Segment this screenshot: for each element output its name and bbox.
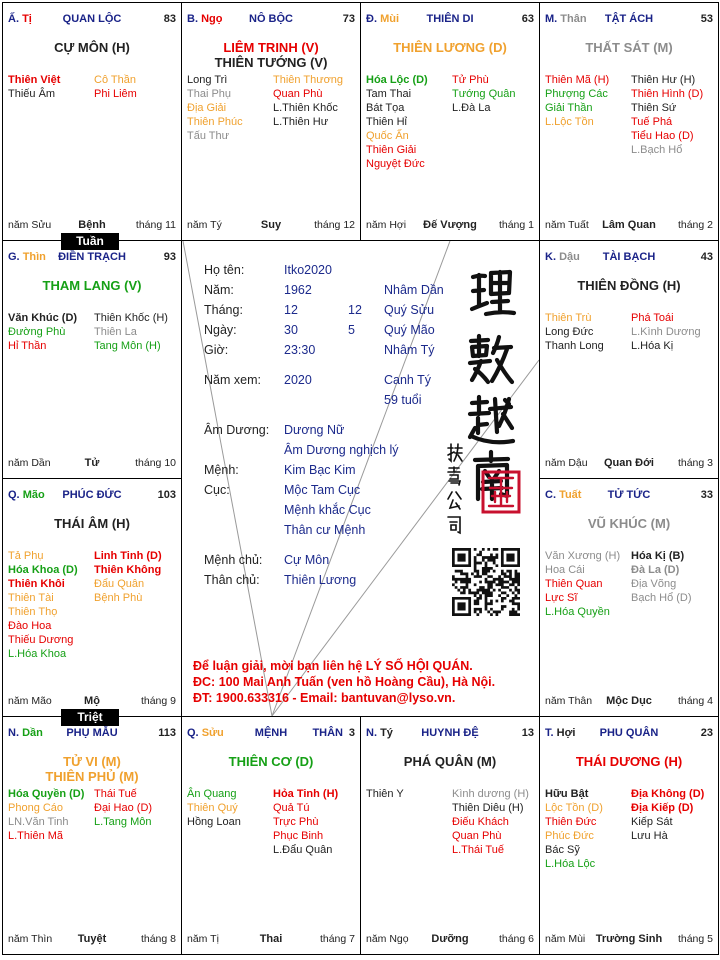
calligraphy-char-4 bbox=[475, 452, 508, 499]
minor-star: Bạch Hổ (D) bbox=[631, 592, 692, 604]
minor-star: Thiên Thương bbox=[273, 74, 344, 86]
minor-star: Hữu Bật bbox=[545, 788, 589, 800]
palace-year: năm Mùi bbox=[545, 933, 586, 945]
minor-star: Phong Cáo bbox=[8, 802, 64, 814]
minor-star: L.Thiên Hư bbox=[273, 116, 329, 128]
minor-star: Tiểu Hao (D) bbox=[631, 130, 694, 142]
minor-star: Tang Môn (H) bbox=[94, 340, 161, 352]
palace-month: tháng 1 bbox=[498, 219, 534, 231]
palace-month: tháng 10 bbox=[135, 457, 176, 469]
minor-star: Hóa Khoa (D) bbox=[8, 564, 78, 576]
minor-star: Đà La (D) bbox=[631, 564, 680, 576]
minor-star: Văn Khúc (D) bbox=[8, 312, 78, 324]
red-seal-stamp bbox=[483, 472, 519, 512]
amduong-value: Dương Nữ bbox=[284, 423, 345, 437]
calligraphy-char-2 bbox=[470, 336, 512, 382]
palace-age: 33 bbox=[700, 489, 713, 501]
minor-star: Quan Phù bbox=[273, 88, 323, 100]
minor-star: Thiếu Âm bbox=[8, 88, 56, 100]
view-year-value: 2020 bbox=[284, 373, 312, 387]
minor-star: Long Đức bbox=[545, 326, 594, 338]
heavenly-stem: G. bbox=[8, 251, 20, 263]
minor-star: Ân Quang bbox=[187, 788, 237, 800]
palace-cell bbox=[539, 240, 719, 479]
minor-star: Thiên Giải bbox=[366, 144, 417, 156]
menh-label: Mệnh: bbox=[204, 463, 239, 477]
age-value: 59 tuổi bbox=[384, 393, 422, 407]
main-star: THIÊN ĐỒNG (H) bbox=[577, 278, 681, 293]
minor-stars-right bbox=[273, 73, 343, 129]
palace-name: TÀI BẠCH bbox=[602, 251, 656, 263]
palace-month: tháng 4 bbox=[677, 695, 713, 707]
minor-star: Lưu Hà bbox=[631, 830, 668, 842]
palace-age: 113 bbox=[158, 727, 176, 739]
minor-star: Thiên Không bbox=[94, 564, 162, 576]
main-star: THÁI DƯƠNG (H) bbox=[575, 754, 683, 769]
minor-stars-left bbox=[8, 787, 84, 843]
minor-stars-left bbox=[187, 787, 241, 829]
earthly-branch: Sửu bbox=[201, 727, 224, 739]
palace-age: 73 bbox=[342, 13, 355, 25]
minor-star: Nguyệt Đức bbox=[366, 158, 425, 170]
month-lunar: 12 bbox=[348, 303, 362, 317]
minor-star: Hóa Kị (B) bbox=[631, 550, 685, 562]
minor-star: Văn Xương (H) bbox=[545, 550, 621, 562]
earthly-branch: Dần bbox=[22, 727, 43, 739]
palace-body-marker: THÂN bbox=[312, 727, 343, 739]
palace-cell bbox=[2, 478, 182, 717]
minor-star: L.Thiên Mã bbox=[8, 830, 64, 842]
day-label: Ngày: bbox=[204, 323, 237, 337]
minor-star: Lực Sĩ bbox=[545, 592, 578, 604]
palace-cell bbox=[181, 716, 361, 955]
palace-month: tháng 8 bbox=[140, 933, 176, 945]
life-stage: Tuyệt bbox=[77, 933, 107, 945]
heavenly-stem: Q. bbox=[8, 489, 20, 501]
heavenly-stem: T. bbox=[545, 727, 554, 739]
minor-star: Địa Võng bbox=[631, 578, 677, 590]
minor-stars-right bbox=[273, 787, 338, 857]
hour-value: 23:30 bbox=[284, 343, 316, 357]
earthly-branch: Dậu bbox=[559, 251, 580, 263]
life-stage: Đế Vượng bbox=[423, 219, 477, 231]
hour-canchi: Nhâm Tý bbox=[384, 343, 435, 357]
palace-name: NÔ BỘC bbox=[249, 13, 293, 25]
year-solar: 1962 bbox=[284, 283, 312, 297]
name-label: Họ tên: bbox=[204, 263, 245, 277]
palace-name: MỆNH bbox=[254, 727, 288, 739]
minor-star: Hồng Loan bbox=[187, 816, 241, 828]
palace-year: năm Tý bbox=[187, 219, 222, 231]
palace-cell bbox=[2, 240, 182, 479]
minor-star: Long Trì bbox=[187, 74, 228, 86]
palace-year: năm Ngọ bbox=[366, 933, 409, 945]
life-stage: Trường Sinh bbox=[595, 933, 663, 945]
minor-star: Thiên Đức bbox=[545, 816, 597, 828]
minor-stars-left bbox=[545, 311, 604, 353]
minor-star: Quả Tú bbox=[273, 802, 310, 814]
minor-star: Thái Tuế bbox=[94, 788, 137, 800]
minor-star: Kiếp Sát bbox=[631, 816, 673, 828]
minor-stars-right bbox=[94, 311, 168, 353]
palace-month: tháng 11 bbox=[135, 219, 176, 231]
palace-year: năm Mão bbox=[8, 695, 52, 707]
minor-star: L.Bạch Hổ bbox=[631, 144, 683, 156]
minor-star: Trực Phù bbox=[273, 816, 319, 828]
heavenly-stem: C. bbox=[545, 489, 556, 501]
main-star: VŨ KHÚC (M) bbox=[587, 516, 671, 531]
life-stage: Lâm Quan bbox=[602, 219, 656, 231]
heavenly-stem: N. bbox=[8, 727, 19, 739]
palace-year: năm Dậu bbox=[545, 457, 588, 469]
main-star: CỰ MÔN (H) bbox=[54, 40, 130, 55]
palace-name: THIÊN DI bbox=[426, 13, 474, 25]
life-stage: Suy bbox=[260, 219, 282, 231]
name-value: Itko2020 bbox=[284, 263, 332, 277]
month-solar: 12 bbox=[284, 303, 298, 317]
heavenly-stem: Q. bbox=[187, 727, 199, 739]
palace-age: 53 bbox=[700, 13, 713, 25]
life-stage: Bệnh bbox=[78, 219, 106, 231]
palace-cell bbox=[2, 2, 182, 241]
palace-year: năm Thân bbox=[545, 695, 593, 707]
day-solar: 30 bbox=[284, 323, 298, 337]
heavenly-stem: Ấ. bbox=[8, 13, 19, 25]
minor-star: L.Thiên Khốc bbox=[273, 102, 338, 114]
minor-star: Phá Toái bbox=[631, 312, 674, 324]
minor-star: L.Kình Dương bbox=[631, 326, 701, 338]
minor-star: Phục Binh bbox=[273, 830, 324, 842]
minor-star: Tử Phù bbox=[452, 74, 489, 86]
earthly-branch: Mùi bbox=[380, 13, 400, 25]
minor-star: Thiên Phúc bbox=[187, 116, 243, 128]
palace-cell bbox=[539, 716, 719, 955]
minor-star: Bác Sỹ bbox=[545, 844, 580, 856]
minor-star: Quan Phù bbox=[452, 830, 502, 842]
minor-star: Lộc Tồn (D) bbox=[545, 802, 603, 814]
cuc-note-1: Mệnh khắc Cục bbox=[284, 503, 371, 517]
minor-star: Địa Giải bbox=[187, 102, 227, 114]
minor-star: Linh Tinh (D) bbox=[94, 550, 162, 562]
palace-name: TẬT ÁCH bbox=[604, 13, 654, 25]
palace-cell bbox=[181, 2, 361, 241]
qr-code bbox=[452, 548, 520, 616]
minor-star: Thiên Sứ bbox=[631, 102, 677, 114]
minor-star: Thai Phụ bbox=[187, 88, 232, 100]
palace-name: QUAN LỘC bbox=[62, 13, 122, 25]
minor-star: Đẩu Quân bbox=[94, 578, 145, 590]
minor-stars-right bbox=[631, 787, 704, 843]
minor-star: Thiên Mã (H) bbox=[545, 74, 610, 86]
palace-name: TỬ TỨC bbox=[607, 489, 651, 501]
tuan-marker: Tuần bbox=[61, 233, 119, 250]
view-year-canchi: Canh Tý bbox=[384, 373, 432, 387]
palace-age: 13 bbox=[521, 727, 534, 739]
minor-stars-right bbox=[631, 311, 701, 353]
palace-year: năm Thìn bbox=[8, 933, 53, 945]
palace-cell bbox=[539, 2, 719, 241]
minor-stars-left bbox=[366, 73, 428, 171]
palace-year: năm Sửu bbox=[8, 219, 52, 231]
year-label: Năm: bbox=[204, 283, 234, 297]
minor-star: Bát Tọa bbox=[366, 102, 405, 114]
cuc-note-2: Thân cư Mệnh bbox=[284, 523, 366, 537]
palace-age: 93 bbox=[163, 251, 176, 263]
minor-star: Thiên Tài bbox=[8, 592, 54, 604]
life-stage: Tử bbox=[84, 457, 100, 469]
hour-label: Giờ: bbox=[204, 343, 229, 357]
cuc-label: Cục: bbox=[204, 483, 230, 497]
minor-star: Thiên Hư (H) bbox=[631, 74, 696, 86]
main-star: THIÊN LƯƠNG (D) bbox=[393, 40, 507, 55]
palace-age: 3 bbox=[348, 727, 355, 739]
minor-star: Thiên Hình (D) bbox=[631, 88, 704, 100]
minor-star: L.Đẩu Quân bbox=[273, 844, 333, 856]
amduong-label: Âm Dương: bbox=[204, 423, 270, 437]
minor-stars-left bbox=[545, 73, 609, 129]
heavenly-stem: M. bbox=[545, 13, 558, 25]
day-canchi: Quý Mão bbox=[384, 323, 435, 337]
palace-name: PHỤ MẪU bbox=[66, 727, 118, 739]
than-chu-label: Thân chủ: bbox=[204, 573, 260, 587]
minor-star: Tuế Phá bbox=[631, 116, 673, 128]
minor-star: Thiên Quý bbox=[187, 802, 238, 814]
minor-star: Điếu Khách bbox=[452, 816, 509, 828]
contact-line-1: Để luận giải, mời bạn liên hệ LÝ SỐ HỘI QUÁN. bbox=[193, 659, 473, 673]
minor-star: Tấu Thư bbox=[187, 130, 230, 142]
palace-name: HUYNH ĐỆ bbox=[421, 727, 479, 739]
palace-month: tháng 2 bbox=[677, 219, 713, 231]
palace-age: 83 bbox=[163, 13, 176, 25]
minor-star: L.Hóa Quyền bbox=[545, 606, 610, 618]
main-star: THẤT SÁT (M) bbox=[585, 40, 673, 55]
calligraphy-char-3 bbox=[470, 397, 513, 442]
palace-name: ĐIỀN TRẠCH bbox=[58, 251, 126, 263]
palace-age: 23 bbox=[700, 727, 713, 739]
day-lunar: 5 bbox=[348, 323, 355, 337]
minor-star: L.Hóa Lộc bbox=[545, 858, 596, 870]
minor-stars-right bbox=[94, 73, 137, 101]
palace-cell bbox=[539, 478, 719, 717]
minor-star: Tam Thai bbox=[366, 88, 412, 100]
calligraphy-logo bbox=[440, 262, 532, 622]
life-stage: Thai bbox=[259, 933, 283, 945]
earthly-branch: Mão bbox=[22, 489, 45, 501]
heavenly-stem: B. bbox=[187, 13, 198, 25]
minor-star: Thiên Trù bbox=[545, 312, 592, 324]
minor-star: Tả Phụ bbox=[8, 550, 44, 562]
palace-year: năm Dần bbox=[8, 457, 51, 469]
minor-stars-left bbox=[545, 549, 620, 619]
minor-stars-right bbox=[631, 73, 703, 157]
minor-star: Phúc Đức bbox=[545, 830, 594, 842]
main-star: THIÊN CƠ (D) bbox=[228, 754, 314, 769]
minor-star: L.Lộc Tồn bbox=[545, 116, 594, 128]
minor-star: Thiên Thọ bbox=[8, 606, 58, 618]
minor-stars-left bbox=[8, 549, 78, 661]
minor-star: L.Đà La bbox=[452, 102, 491, 114]
life-stage: Quan Đới bbox=[604, 457, 654, 469]
minor-star: Thiếu Dương bbox=[8, 634, 74, 646]
minor-star: Thiên Khốc (H) bbox=[94, 312, 168, 324]
contact-line-2: ĐC: 100 Mai Anh Tuấn (ven hồ Hoàng Cầu), Hà Nội. bbox=[193, 675, 496, 689]
minor-star: Hóa Lộc (D) bbox=[366, 74, 428, 86]
menh-chu-value: Cự Môn bbox=[284, 553, 330, 567]
palace-cell bbox=[2, 716, 182, 955]
palace-name: PHU QUÂN bbox=[599, 727, 659, 739]
minor-star: Kình dương (H) bbox=[452, 788, 529, 800]
minor-star: Thanh Long bbox=[545, 340, 604, 352]
palace-name: PHÚC ĐỨC bbox=[62, 489, 122, 501]
minor-star: L.Hóa Kị bbox=[631, 340, 674, 352]
view-year-label: Năm xem: bbox=[204, 373, 261, 387]
calligraphy-subtitle bbox=[448, 444, 462, 533]
palace-cell bbox=[360, 2, 540, 241]
palace-age: 63 bbox=[521, 13, 534, 25]
minor-star: L.Hóa Khoa bbox=[8, 648, 67, 660]
palace-year: năm Hợi bbox=[366, 219, 407, 231]
month-label: Tháng: bbox=[204, 303, 243, 317]
minor-stars-left bbox=[8, 311, 77, 353]
calligraphy-char-1 bbox=[472, 272, 514, 314]
minor-star: Thiên Diêu (H) bbox=[452, 802, 524, 814]
main-star: THAM LANG (V) bbox=[42, 278, 142, 293]
than-chu-value: Thiên Lương bbox=[284, 573, 357, 587]
minor-star: Hỏa Tinh (H) bbox=[273, 788, 339, 800]
minor-star: Địa Kiếp (D) bbox=[631, 802, 694, 814]
minor-star: Bệnh Phù bbox=[94, 592, 143, 604]
year-canchi: Nhâm Dần bbox=[384, 283, 444, 297]
minor-stars-right bbox=[94, 787, 152, 829]
palace-age: 103 bbox=[157, 489, 176, 501]
palace-cell bbox=[360, 716, 540, 955]
minor-stars-right bbox=[631, 549, 692, 605]
earthly-branch: Thìn bbox=[22, 251, 46, 263]
minor-star: Phượng Các bbox=[545, 88, 608, 100]
palace-year: năm Tị bbox=[187, 933, 219, 945]
minor-star: Quốc Ấn bbox=[366, 130, 409, 142]
minor-star: Thiên Quan bbox=[545, 578, 603, 590]
minor-stars-right bbox=[452, 787, 529, 857]
minor-star: L.Tang Môn bbox=[94, 816, 152, 828]
palace-month: tháng 9 bbox=[140, 695, 176, 707]
palace-month: tháng 5 bbox=[677, 933, 713, 945]
earthly-branch: Hợi bbox=[556, 727, 576, 739]
heavenly-stem: Đ. bbox=[366, 13, 377, 25]
main-star: THIÊN TƯỚNG (V) bbox=[214, 55, 328, 70]
minor-star: Tướng Quân bbox=[452, 88, 516, 100]
minor-star: Địa Không (D) bbox=[631, 788, 705, 800]
minor-star: Đại Hao (D) bbox=[94, 802, 153, 814]
main-star: THÁI ÂM (H) bbox=[54, 516, 130, 531]
earthly-branch: Thân bbox=[560, 13, 587, 25]
palace-age: 43 bbox=[700, 251, 713, 263]
minor-stars-right bbox=[452, 73, 516, 115]
minor-star: Giải Thần bbox=[545, 102, 593, 114]
palace-month: tháng 3 bbox=[677, 457, 713, 469]
palace-month: tháng 12 bbox=[314, 219, 355, 231]
minor-stars-right bbox=[94, 549, 162, 605]
minor-star: Đào Hoa bbox=[8, 620, 52, 632]
minor-stars-left bbox=[545, 787, 603, 871]
minor-star: Hoa Cái bbox=[545, 564, 585, 576]
month-canchi: Quý Sửu bbox=[384, 303, 435, 317]
life-stage: Mộc Dục bbox=[606, 695, 652, 707]
minor-star: Hỉ Thần bbox=[8, 340, 47, 352]
minor-star: Thiên Hỉ bbox=[366, 116, 407, 128]
triet-marker: Triệt bbox=[61, 709, 119, 726]
minor-star: Hóa Quyền (D) bbox=[8, 788, 85, 800]
main-star: TỬ VI (M) bbox=[63, 754, 121, 769]
palace-year: năm Tuất bbox=[545, 219, 589, 231]
amduong-note: Âm Dương nghịch lý bbox=[284, 443, 399, 457]
heavenly-stem: K. bbox=[545, 251, 556, 263]
minor-stars-left bbox=[8, 73, 60, 101]
minor-stars-left bbox=[187, 73, 243, 143]
minor-star: Thiên La bbox=[94, 326, 137, 338]
earthly-branch: Ngọ bbox=[201, 13, 223, 25]
life-stage: Mộ bbox=[84, 695, 100, 707]
minor-star: Thiên Y bbox=[366, 788, 404, 800]
earthly-branch: Tý bbox=[380, 727, 393, 739]
minor-star: Phi Liêm bbox=[94, 88, 137, 100]
minor-star: Đường Phù bbox=[8, 326, 66, 338]
life-stage: Dưỡng bbox=[431, 933, 469, 945]
cuc-value: Mộc Tam Cục bbox=[284, 483, 361, 497]
minor-star: Thiên Việt bbox=[8, 74, 61, 86]
menh-value: Kim Bạc Kim bbox=[284, 463, 356, 477]
main-star: LIÊM TRINH (V) bbox=[223, 40, 319, 55]
main-star: PHÁ QUÂN (M) bbox=[403, 754, 497, 769]
palace-month: tháng 6 bbox=[498, 933, 534, 945]
minor-star: Thiên Khôi bbox=[8, 578, 65, 590]
minor-stars-left bbox=[366, 787, 404, 801]
contact-line-3: ĐT: 1900.633316 - Email: bantuvan@lyso.vn. bbox=[193, 691, 456, 705]
minor-star: L.Thái Tuế bbox=[452, 844, 504, 856]
menh-chu-label: Mệnh chủ: bbox=[204, 553, 263, 567]
main-star: THIÊN PHỦ (M) bbox=[45, 769, 139, 784]
minor-star: Cô Thần bbox=[94, 74, 136, 86]
earthly-branch: Tị bbox=[22, 13, 32, 25]
palace-month: tháng 7 bbox=[319, 933, 355, 945]
heavenly-stem: N. bbox=[366, 727, 377, 739]
earthly-branch: Tuất bbox=[559, 489, 582, 501]
minor-star: LN.Văn Tinh bbox=[8, 816, 69, 828]
